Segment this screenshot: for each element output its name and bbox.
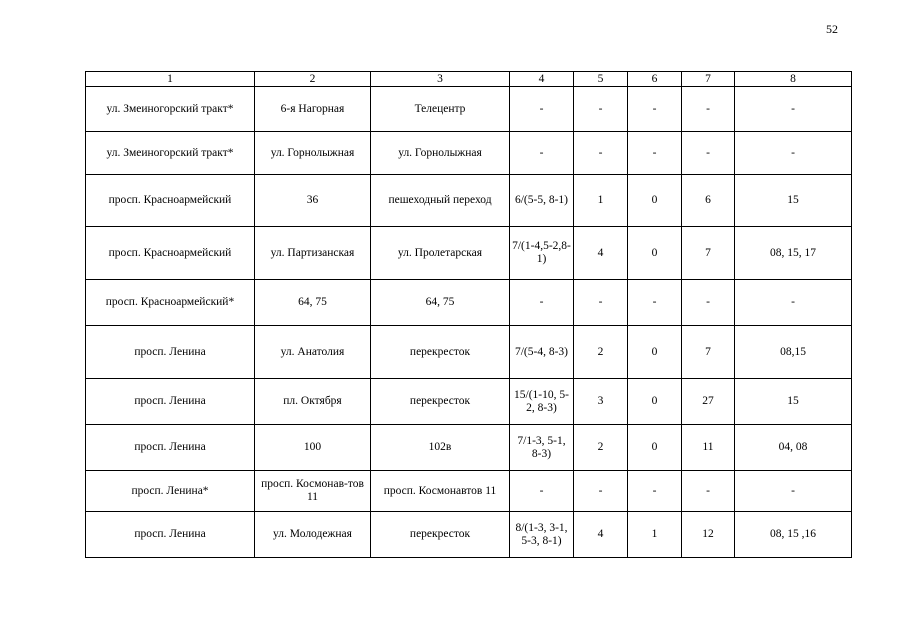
table-cell: -: [510, 132, 574, 175]
table-cell: -: [628, 132, 682, 175]
column-header: 1: [86, 72, 255, 87]
table-cell: 2: [574, 425, 628, 471]
table-cell: просп. Космонавтов 11: [371, 471, 510, 512]
table-cell: 7: [682, 326, 735, 379]
table-row: [86, 379, 852, 425]
table-cell: 04, 08: [735, 425, 852, 471]
table-cell: -: [628, 280, 682, 326]
table-cell: -: [628, 471, 682, 512]
table-cell: -: [574, 87, 628, 132]
table-cell: просп. Ленина: [86, 512, 255, 558]
table-cell: ул. Анатолия: [255, 326, 371, 379]
table-cell: пешеходный переход: [371, 175, 510, 227]
table-row: [86, 132, 852, 175]
table-cell: -: [735, 132, 852, 175]
table-cell: просп. Ленина*: [86, 471, 255, 512]
table-cell: ул. Горнолыжная: [371, 132, 510, 175]
table-cell: 1: [628, 512, 682, 558]
table-cell: ул. Пролетарская: [371, 227, 510, 280]
table-cell: -: [682, 471, 735, 512]
table-cell: -: [682, 132, 735, 175]
table-cell: 100: [255, 425, 371, 471]
table-cell: пл. Октября: [255, 379, 371, 425]
table-cell: Телецентр: [371, 87, 510, 132]
table-cell: 08,15: [735, 326, 852, 379]
table-cell: 15/(1-10, 5-2, 8-3): [510, 379, 574, 425]
table-cell: 4: [574, 512, 628, 558]
column-header: 6: [628, 72, 682, 87]
column-header: 4: [510, 72, 574, 87]
table-cell: 6-я Нагорная: [255, 87, 371, 132]
table-cell: ул. Партизанская: [255, 227, 371, 280]
table-cell: -: [510, 471, 574, 512]
table-cell: -: [682, 280, 735, 326]
table-cell: ул. Змеиногорский тракт*: [86, 132, 255, 175]
table-cell: 36: [255, 175, 371, 227]
table-cell: -: [574, 132, 628, 175]
table-cell: 0: [628, 175, 682, 227]
table-cell: просп. Космонав-тов 11: [255, 471, 371, 512]
table-cell: просп. Ленина: [86, 379, 255, 425]
table-cell: 7/(1-4,5-2,8-1): [510, 227, 574, 280]
table-cell: перекресток: [371, 379, 510, 425]
table-cell: -: [735, 471, 852, 512]
table-cell: 27: [682, 379, 735, 425]
table-cell: 64, 75: [255, 280, 371, 326]
column-header: 8: [735, 72, 852, 87]
table-row: [86, 87, 852, 132]
table-cell: ул. Змеиногорский тракт*: [86, 87, 255, 132]
table-cell: 2: [574, 326, 628, 379]
table-cell: ул. Молодежная: [255, 512, 371, 558]
page-number: 52: [826, 22, 838, 36]
table-cell: 4: [574, 227, 628, 280]
table-cell: просп. Ленина: [86, 326, 255, 379]
table-cell: 6/(5-5, 8-1): [510, 175, 574, 227]
column-header: 3: [371, 72, 510, 87]
table-header-row: [86, 72, 852, 87]
table-row: [86, 512, 852, 558]
table-row: [86, 227, 852, 280]
table-cell: просп. Красноармейский*: [86, 280, 255, 326]
table-cell: -: [574, 471, 628, 512]
table-cell: -: [510, 280, 574, 326]
table-cell: 7: [682, 227, 735, 280]
table-cell: 0: [628, 379, 682, 425]
column-header: 5: [574, 72, 628, 87]
table-cell: 1: [574, 175, 628, 227]
table-cell: 3: [574, 379, 628, 425]
table-row: [86, 471, 852, 512]
table-cell: перекресток: [371, 512, 510, 558]
table-row: [86, 326, 852, 379]
table-cell: 0: [628, 227, 682, 280]
column-header: 2: [255, 72, 371, 87]
table-row: [86, 280, 852, 326]
data-table: [85, 71, 852, 558]
table-cell: 11: [682, 425, 735, 471]
table-cell: -: [682, 87, 735, 132]
table-cell: ул. Горнолыжная: [255, 132, 371, 175]
table-cell: -: [735, 280, 852, 326]
table-cell: 7/1-3, 5-1, 8-3): [510, 425, 574, 471]
table-cell: 15: [735, 175, 852, 227]
table-cell: -: [510, 87, 574, 132]
table-cell: -: [574, 280, 628, 326]
table-cell: 08, 15, 17: [735, 227, 852, 280]
table-cell: 15: [735, 379, 852, 425]
table-cell: -: [628, 87, 682, 132]
table-row: [86, 175, 852, 227]
table-cell: просп. Красноармейский: [86, 175, 255, 227]
table-cell: перекресток: [371, 326, 510, 379]
table-cell: 7/(5-4, 8-3): [510, 326, 574, 379]
table-cell: 102в: [371, 425, 510, 471]
table-cell: 64, 75: [371, 280, 510, 326]
table-cell: -: [735, 87, 852, 132]
table-cell: просп. Красноармейский: [86, 227, 255, 280]
table-cell: 0: [628, 425, 682, 471]
table-cell: 12: [682, 512, 735, 558]
table-cell: 08, 15 ,16: [735, 512, 852, 558]
table-cell: 0: [628, 326, 682, 379]
table-cell: 6: [682, 175, 735, 227]
table-cell: просп. Ленина: [86, 425, 255, 471]
table-cell: 8/(1-3, 3-1, 5-3, 8-1): [510, 512, 574, 558]
table-row: [86, 425, 852, 471]
column-header: 7: [682, 72, 735, 87]
